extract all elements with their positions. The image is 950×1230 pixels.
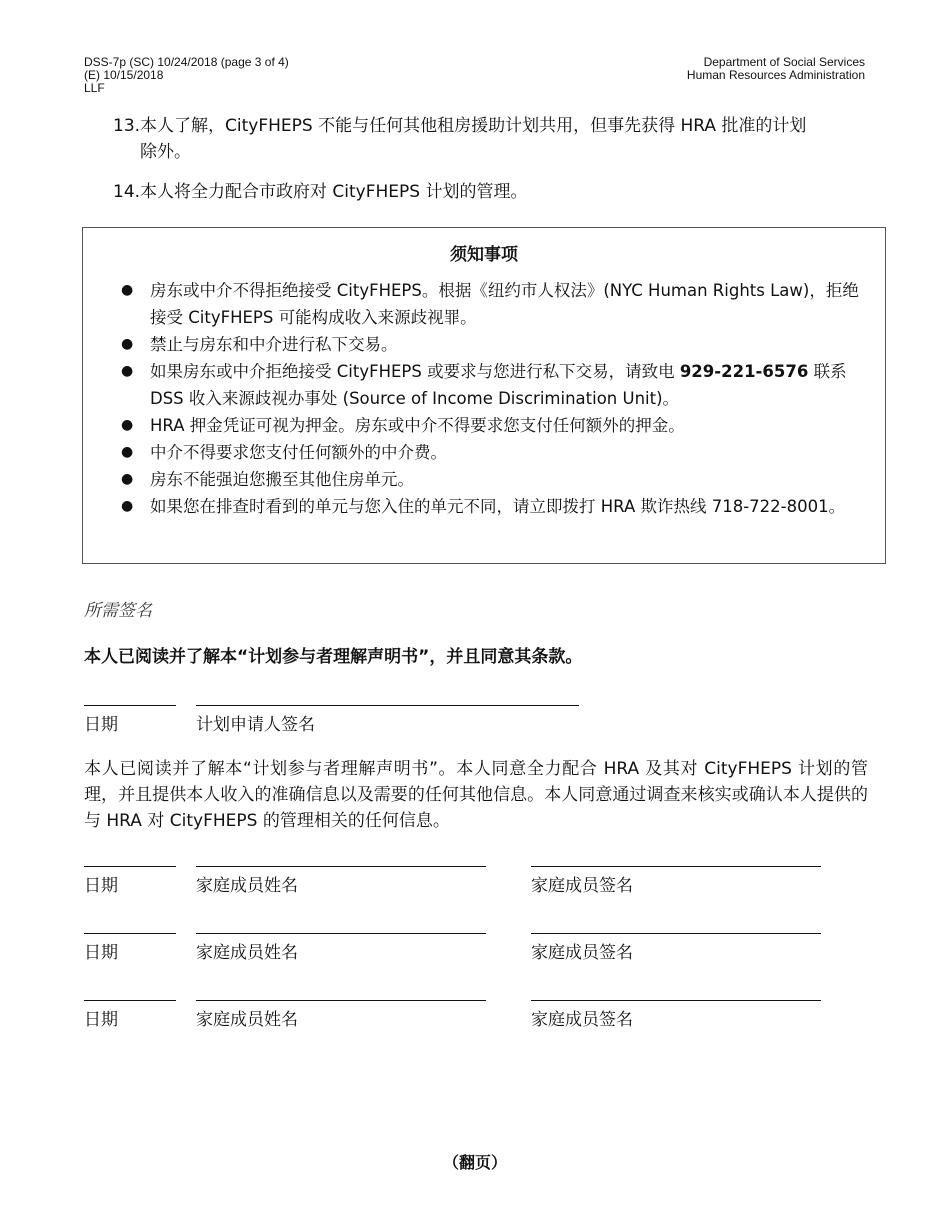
department-name: Department of Social Services [703,55,865,69]
notice-item: ● 房东或中介不得拒绝接受 CityFHEPS。根据《纽约市人权法》(NYC Human Rights Law)，拒绝接受 CityFHEPS 可能构成收入来源歧视罪。 [83,277,885,331]
bullet-icon: ● [121,363,134,379]
member-signature-label: 家庭成员签名 [531,876,633,896]
bullet-icon: ● [121,498,134,514]
member-3-name-field[interactable] [196,1000,486,1001]
member-name-label: 家庭成员姓名 [196,876,298,896]
notice-item: ● 禁止与房东和中介进行私下交易。 [83,331,885,358]
form-code: LLF [84,81,105,95]
clause-14 [113,179,873,205]
member-name-label: 家庭成员姓名 [196,1010,298,1030]
member-1-date-field[interactable] [84,866,176,867]
hotline-number: 929-221-6576 [679,362,809,381]
notice-box [82,227,886,564]
member-name-label: 家庭成员姓名 [196,943,298,963]
agreement-statement: 本人已阅读并了解本“计划参与者理解声明书”，并且同意其条款。 [84,647,583,667]
member-3-date-field[interactable] [84,1000,176,1001]
member-signature-label: 家庭成员签名 [531,1010,633,1030]
administration-name: Human Resources Administration [686,68,865,82]
member-signature-label: 家庭成员签名 [531,943,633,963]
date-label: 日期 [84,943,118,963]
bullet-icon: ● [121,471,134,487]
clause-text: 本人了解，CityFHEPS 不能与任何其他租房援助计划共用，但事先获得 HRA 批准的计划 [140,116,807,136]
applicant-signature-field[interactable] [196,705,579,706]
member-2-signature-field[interactable] [531,933,821,934]
bullet-icon: ● [121,282,134,298]
form-id: DSS-7p (SC) 10/24/2018 (page 3 of 4) [84,55,289,69]
member-1-name-field[interactable] [196,866,486,867]
consent-paragraph: 本人已阅读并了解本“计划参与者理解声明书”。本人同意全力配合 HRA 及其对 CityFHEPS 计划的管理，并且提供本人收入的准确信息以及需要的任何其他信息。本人同意通过调查来核实或确认本人提供的与 HRA 对 CityFHEPS 的管理相关的任何信息。 [84,759,868,831]
bullet-icon: ● [121,417,134,433]
notice-item: ● 如果房东或中介拒绝接受 CityFHEPS 或要求与您进行私下交易，请致电 929-221-6576 联系 DSS 收入来源歧视办事处 (Source of Income Discrimination Unit)。 [83,358,885,412]
clause-number: 14. [113,182,141,202]
bullet-icon: ● [121,336,134,352]
turn-page-note: （翻页） [442,1153,507,1172]
clause-text: 本人将全力配合市政府对 CityFHEPS 计划的管理。 [140,182,528,202]
date-label: 日期 [84,715,118,735]
notice-item: ● 房东不能强迫您搬至其他住房单元。 [83,466,885,493]
clause-text-continued: 除外。 [140,142,191,162]
applicant-date-field[interactable] [84,705,176,706]
date-label: 日期 [84,1010,118,1030]
member-1-signature-field[interactable] [531,866,821,867]
member-3-signature-field[interactable] [531,1000,821,1001]
notice-item: ● 中介不得要求您支付任何额外的中介费。 [83,439,885,466]
member-2-date-field[interactable] [84,933,176,934]
applicant-signature-label: 计划申请人签名 [196,715,315,735]
notice-item: ● 如果您在排查时看到的单元与您入住的单元不同，请立即拨打 HRA 欺诈热线 718-722-8001。 [83,493,885,520]
clause-number: 13. [113,116,141,136]
notice-list [83,277,885,520]
notice-title: 须知事项 [450,245,518,265]
clause-13 [113,113,873,165]
form-id-header [84,56,289,95]
bullet-icon: ● [121,444,134,460]
date-label: 日期 [84,876,118,896]
form-edition: (E) 10/15/2018 [84,68,164,82]
required-signatures-heading: 所需签名 [84,601,152,621]
member-2-name-field[interactable] [196,933,486,934]
notice-item: ● HRA 押金凭证可视为押金。房东或中介不得要求您支付任何额外的押金。 [83,412,885,439]
agency-header [687,56,865,82]
